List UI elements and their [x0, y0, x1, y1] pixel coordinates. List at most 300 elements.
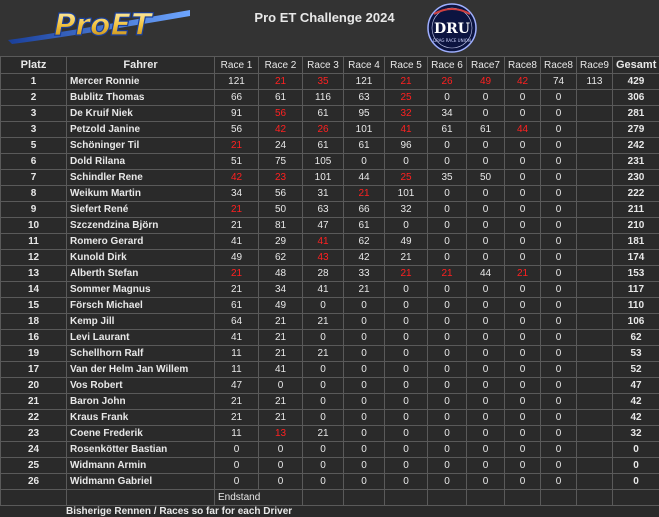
driver-name-cell: Szczendzina Björn	[67, 218, 215, 234]
race-result-cell: 0	[303, 394, 344, 410]
total-cell: 230	[613, 170, 659, 186]
race-result-cell: 0	[428, 298, 467, 314]
platz-cell: 25	[1, 458, 67, 474]
race-result-cell: 0	[385, 282, 428, 298]
race-result-cell: 61	[344, 218, 385, 234]
race-result-cell: 0	[428, 474, 467, 490]
platz-cell: 24	[1, 442, 67, 458]
total-cell: 62	[613, 330, 659, 346]
race-result-cell: 0	[428, 186, 467, 202]
empty-cell	[428, 490, 467, 506]
race-result-cell: 49	[215, 250, 259, 266]
race-result-cell	[577, 458, 613, 474]
race-result-cell: 0	[303, 378, 344, 394]
race-result-cell	[577, 330, 613, 346]
race-result-cell: 113	[577, 74, 613, 90]
race-result-cell: 0	[505, 186, 541, 202]
platz-cell: 8	[1, 186, 67, 202]
race-result-cell: 41	[215, 234, 259, 250]
race-result-cell: 0	[428, 362, 467, 378]
race-result-cell: 0	[467, 90, 505, 106]
race-result-cell: 34	[428, 106, 467, 122]
column-header-gesamt: Gesamt	[613, 57, 659, 74]
race-result-cell: 0	[385, 474, 428, 490]
table-row	[1, 266, 659, 282]
race-result-cell: 0	[303, 442, 344, 458]
total-cell: 52	[613, 362, 659, 378]
race-result-cell: 0	[541, 426, 577, 442]
race-result-cell: 21	[215, 218, 259, 234]
total-cell: 32	[613, 426, 659, 442]
race-result-cell: 0	[505, 362, 541, 378]
race-result-cell: 61	[303, 138, 344, 154]
race-result-cell: 0	[428, 202, 467, 218]
platz-cell: 2	[1, 90, 67, 106]
race-result-cell: 0	[541, 90, 577, 106]
race-result-cell: 42	[215, 170, 259, 186]
platz-cell: 26	[1, 474, 67, 490]
proet-logo-text: ProET	[54, 8, 154, 43]
race-result-cell: 0	[428, 458, 467, 474]
driver-name-cell: Van der Helm Jan Willem	[67, 362, 215, 378]
total-cell: 211	[613, 202, 659, 218]
race-result-cell: 11	[215, 346, 259, 362]
race-result-cell: 0	[428, 346, 467, 362]
race-result-cell: 0	[541, 378, 577, 394]
total-cell: 429	[613, 74, 659, 90]
platz-cell: 3	[1, 106, 67, 122]
platz-cell: 10	[1, 218, 67, 234]
race-result-cell: 0	[428, 394, 467, 410]
race-result-cell: 0	[541, 218, 577, 234]
race-result-cell	[577, 474, 613, 490]
race-result-cell: 0	[541, 394, 577, 410]
total-cell: 42	[613, 394, 659, 410]
race-result-cell: 0	[467, 474, 505, 490]
race-result-cell: 0	[303, 362, 344, 378]
race-result-cell: 0	[505, 138, 541, 154]
race-result-cell: 0	[259, 458, 303, 474]
driver-name-cell: Coene Frederik	[67, 426, 215, 442]
race-result-cell: 21	[385, 266, 428, 282]
race-result-cell: 61	[467, 122, 505, 138]
empty-cell	[541, 490, 577, 506]
total-cell: 110	[613, 298, 659, 314]
race-result-cell: 21	[259, 314, 303, 330]
table-row	[1, 330, 659, 346]
race-result-cell: 0	[428, 250, 467, 266]
race-result-cell: 0	[467, 362, 505, 378]
table-row	[1, 122, 659, 138]
race-result-cell: 0	[541, 298, 577, 314]
table-row	[1, 410, 659, 426]
platz-cell: 9	[1, 202, 67, 218]
race-result-cell: 29	[259, 234, 303, 250]
sheet-title: Pro ET Challenge 2024	[232, 10, 417, 25]
race-result-cell: 0	[344, 154, 385, 170]
table-row	[1, 250, 659, 266]
race-result-cell: 21	[259, 394, 303, 410]
table-row	[1, 458, 659, 474]
driver-name-cell: Bublitz Thomas	[67, 90, 215, 106]
platz-cell: 6	[1, 154, 67, 170]
empty-cell	[67, 490, 215, 506]
empty-cell	[1, 490, 67, 506]
race-result-cell: 21	[385, 74, 428, 90]
race-result-cell: 0	[344, 410, 385, 426]
race-result-cell: 0	[428, 314, 467, 330]
race-result-cell: 49	[467, 74, 505, 90]
race-result-cell: 101	[344, 122, 385, 138]
race-result-cell: 0	[428, 282, 467, 298]
race-result-cell: 0	[385, 410, 428, 426]
race-result-cell: 0	[467, 410, 505, 426]
empty-cell	[344, 490, 385, 506]
race-result-cell: 56	[215, 122, 259, 138]
platz-cell: 7	[1, 170, 67, 186]
table-row	[1, 90, 659, 106]
race-result-cell	[577, 410, 613, 426]
race-result-cell: 0	[385, 330, 428, 346]
race-result-cell: 0	[505, 250, 541, 266]
race-result-cell: 44	[344, 170, 385, 186]
driver-name-cell: Kunold Dirk	[67, 250, 215, 266]
table-row	[1, 154, 659, 170]
race-result-cell: 0	[505, 234, 541, 250]
race-result-cell	[577, 346, 613, 362]
total-cell: 47	[613, 378, 659, 394]
endstand-label: Endstand	[215, 490, 303, 506]
table-row	[1, 474, 659, 490]
column-header-race: Race 2	[259, 57, 303, 74]
race-result-cell: 0	[344, 378, 385, 394]
race-result-cell	[577, 218, 613, 234]
table-row	[1, 138, 659, 154]
table-row	[1, 234, 659, 250]
table-row	[1, 362, 659, 378]
race-result-cell: 0	[385, 442, 428, 458]
race-result-cell: 0	[385, 394, 428, 410]
race-result-cell: 44	[467, 266, 505, 282]
table-row	[1, 106, 659, 122]
race-result-cell: 121	[344, 74, 385, 90]
race-result-cell: 21	[215, 266, 259, 282]
race-result-cell: 0	[467, 106, 505, 122]
race-result-cell: 0	[505, 170, 541, 186]
race-result-cell: 0	[541, 410, 577, 426]
race-result-cell: 61	[428, 122, 467, 138]
race-result-cell: 47	[215, 378, 259, 394]
race-result-cell: 0	[505, 394, 541, 410]
race-result-cell: 0	[541, 250, 577, 266]
total-cell: 231	[613, 154, 659, 170]
driver-name-cell: Alberth Stefan	[67, 266, 215, 282]
driver-name-cell: Rosenkötter Bastian	[67, 442, 215, 458]
total-cell: 281	[613, 106, 659, 122]
column-header-race: Race 4	[344, 57, 385, 74]
race-result-cell: 21	[303, 314, 344, 330]
race-result-cell: 43	[303, 250, 344, 266]
driver-name-cell: Siefert René	[67, 202, 215, 218]
platz-cell: 5	[1, 138, 67, 154]
race-result-cell: 42	[505, 74, 541, 90]
standings-table	[0, 56, 659, 506]
race-result-cell: 75	[259, 154, 303, 170]
race-result-cell: 61	[215, 298, 259, 314]
race-result-cell: 21	[215, 410, 259, 426]
race-result-cell	[577, 90, 613, 106]
race-result-cell: 0	[467, 218, 505, 234]
race-result-cell: 91	[215, 106, 259, 122]
race-result-cell: 105	[303, 154, 344, 170]
race-result-cell: 0	[505, 218, 541, 234]
race-result-cell: 0	[505, 346, 541, 362]
race-result-cell: 0	[385, 362, 428, 378]
race-result-cell: 0	[385, 298, 428, 314]
driver-name-cell: De Kruif Niek	[67, 106, 215, 122]
race-result-cell: 21	[215, 138, 259, 154]
race-result-cell: 62	[259, 250, 303, 266]
race-result-cell: 0	[303, 458, 344, 474]
race-result-cell: 0	[428, 378, 467, 394]
race-result-cell: 0	[303, 410, 344, 426]
race-result-cell: 96	[385, 138, 428, 154]
driver-name-cell: Schöninger Til	[67, 138, 215, 154]
race-result-cell: 0	[344, 474, 385, 490]
race-result-cell: 21	[259, 330, 303, 346]
race-result-cell: 26	[428, 74, 467, 90]
race-result-cell	[577, 442, 613, 458]
race-result-cell: 61	[344, 138, 385, 154]
race-result-cell: 0	[385, 218, 428, 234]
race-result-cell: 51	[215, 154, 259, 170]
race-result-cell: 0	[428, 410, 467, 426]
race-result-cell: 11	[215, 426, 259, 442]
race-result-cell: 74	[541, 74, 577, 90]
platz-cell: 15	[1, 298, 67, 314]
race-result-cell: 25	[385, 170, 428, 186]
race-result-cell: 11	[215, 362, 259, 378]
driver-name-cell: Petzold Janine	[67, 122, 215, 138]
race-result-cell: 0	[344, 458, 385, 474]
table-row	[1, 218, 659, 234]
race-result-cell: 0	[259, 474, 303, 490]
total-cell: 181	[613, 234, 659, 250]
driver-name-cell: Vos Robert	[67, 378, 215, 394]
race-result-cell: 0	[344, 314, 385, 330]
race-result-cell: 0	[541, 106, 577, 122]
race-result-cell: 0	[303, 330, 344, 346]
race-result-cell: 0	[303, 298, 344, 314]
race-result-cell: 0	[428, 330, 467, 346]
race-result-cell	[577, 266, 613, 282]
platz-cell: 3	[1, 122, 67, 138]
race-result-cell: 0	[541, 266, 577, 282]
race-result-cell: 0	[541, 346, 577, 362]
race-result-cell: 49	[259, 298, 303, 314]
race-result-cell	[577, 394, 613, 410]
race-result-cell	[577, 106, 613, 122]
race-result-cell: 0	[344, 426, 385, 442]
race-result-cell: 0	[385, 346, 428, 362]
race-result-cell	[577, 154, 613, 170]
total-cell: 0	[613, 442, 659, 458]
race-result-cell: 25	[385, 90, 428, 106]
race-result-cell: 0	[541, 234, 577, 250]
empty-cell	[577, 490, 613, 506]
race-result-cell: 0	[541, 138, 577, 154]
race-result-cell: 0	[541, 202, 577, 218]
race-result-cell: 101	[303, 170, 344, 186]
column-header-race: Race8	[505, 57, 541, 74]
table-row	[1, 314, 659, 330]
total-cell: 306	[613, 90, 659, 106]
race-result-cell: 63	[303, 202, 344, 218]
platz-cell: 19	[1, 346, 67, 362]
platz-cell: 21	[1, 394, 67, 410]
race-result-cell: 0	[541, 154, 577, 170]
race-result-cell: 42	[259, 122, 303, 138]
race-result-cell: 28	[303, 266, 344, 282]
race-result-cell: 34	[215, 186, 259, 202]
race-result-cell: 42	[344, 250, 385, 266]
empty-cell	[385, 490, 428, 506]
race-result-cell: 0	[541, 314, 577, 330]
race-result-cell	[577, 234, 613, 250]
race-result-cell: 0	[385, 458, 428, 474]
dru-logo	[425, 2, 479, 54]
race-result-cell: 66	[344, 202, 385, 218]
race-result-cell: 0	[505, 298, 541, 314]
race-result-cell: 0	[505, 202, 541, 218]
race-result-cell: 21	[385, 250, 428, 266]
race-result-cell: 0	[428, 154, 467, 170]
race-result-cell: 81	[259, 218, 303, 234]
race-result-cell: 121	[215, 74, 259, 90]
race-result-cell: 47	[303, 218, 344, 234]
total-cell: 53	[613, 346, 659, 362]
driver-name-cell: Widmann Gabriel	[67, 474, 215, 490]
table-row	[1, 74, 659, 90]
race-result-cell: 33	[344, 266, 385, 282]
total-cell: 242	[613, 138, 659, 154]
driver-name-cell: Schellhorn Ralf	[67, 346, 215, 362]
race-result-cell: 0	[541, 458, 577, 474]
race-result-cell: 13	[259, 426, 303, 442]
table-row	[1, 202, 659, 218]
footnote: Bisherige Rennen / Races so far for each Driver	[66, 506, 292, 517]
column-header-race: Race 1	[215, 57, 259, 74]
endstand-row	[1, 490, 659, 506]
race-result-cell: 0	[541, 442, 577, 458]
race-result-cell: 0	[385, 426, 428, 442]
driver-name-cell: Kraus Frank	[67, 410, 215, 426]
driver-name-cell: Kemp Jill	[67, 314, 215, 330]
race-result-cell: 0	[505, 106, 541, 122]
race-result-cell: 0	[467, 426, 505, 442]
platz-cell: 17	[1, 362, 67, 378]
race-result-cell: 95	[344, 106, 385, 122]
race-result-cell: 0	[344, 394, 385, 410]
race-result-cell: 0	[467, 186, 505, 202]
race-result-cell: 50	[467, 170, 505, 186]
platz-cell: 18	[1, 314, 67, 330]
race-result-cell: 48	[259, 266, 303, 282]
column-header-race: Race9	[577, 57, 613, 74]
race-result-cell: 0	[385, 378, 428, 394]
race-result-cell: 0	[467, 330, 505, 346]
race-result-cell: 66	[215, 90, 259, 106]
platz-cell: 22	[1, 410, 67, 426]
race-result-cell: 0	[467, 442, 505, 458]
race-result-cell: 50	[259, 202, 303, 218]
race-result-cell: 64	[215, 314, 259, 330]
race-result-cell: 21	[344, 186, 385, 202]
race-result-cell: 31	[303, 186, 344, 202]
total-cell: 117	[613, 282, 659, 298]
race-result-cell: 0	[467, 394, 505, 410]
race-result-cell: 56	[259, 106, 303, 122]
table-row	[1, 378, 659, 394]
race-result-cell: 0	[541, 474, 577, 490]
race-result-cell: 0	[541, 362, 577, 378]
race-result-cell	[577, 186, 613, 202]
race-result-cell	[577, 202, 613, 218]
race-result-cell: 62	[344, 234, 385, 250]
race-result-cell: 21	[303, 426, 344, 442]
driver-name-cell: Schindler Rene	[67, 170, 215, 186]
race-result-cell: 0	[303, 474, 344, 490]
race-result-cell: 41	[385, 122, 428, 138]
driver-name-cell: Weikum Martin	[67, 186, 215, 202]
header-row	[1, 57, 659, 74]
platz-cell: 1	[1, 74, 67, 90]
race-result-cell: 35	[303, 74, 344, 90]
total-cell: 222	[613, 186, 659, 202]
race-result-cell: 0	[428, 442, 467, 458]
race-result-cell: 0	[505, 90, 541, 106]
race-result-cell: 0	[428, 426, 467, 442]
table-row	[1, 346, 659, 362]
race-result-cell: 0	[467, 250, 505, 266]
race-result-cell: 56	[259, 186, 303, 202]
race-result-cell: 0	[467, 138, 505, 154]
race-result-cell: 0	[467, 202, 505, 218]
driver-name-cell: Levi Laurant	[67, 330, 215, 346]
race-result-cell	[577, 298, 613, 314]
race-result-cell	[577, 170, 613, 186]
race-result-cell: 41	[303, 234, 344, 250]
platz-cell: 20	[1, 378, 67, 394]
race-result-cell: 0	[467, 314, 505, 330]
race-result-cell: 21	[259, 74, 303, 90]
platz-cell: 12	[1, 250, 67, 266]
race-result-cell: 21	[505, 266, 541, 282]
race-result-cell: 0	[259, 378, 303, 394]
proet-logo	[4, 2, 194, 46]
race-result-cell	[577, 138, 613, 154]
race-result-cell: 0	[505, 330, 541, 346]
race-result-cell: 41	[303, 282, 344, 298]
race-result-cell: 0	[541, 330, 577, 346]
race-result-cell: 32	[385, 106, 428, 122]
race-result-cell: 0	[428, 138, 467, 154]
race-result-cell: 0	[541, 186, 577, 202]
table-row	[1, 170, 659, 186]
race-result-cell: 116	[303, 90, 344, 106]
race-result-cell: 44	[505, 122, 541, 138]
race-result-cell	[577, 426, 613, 442]
